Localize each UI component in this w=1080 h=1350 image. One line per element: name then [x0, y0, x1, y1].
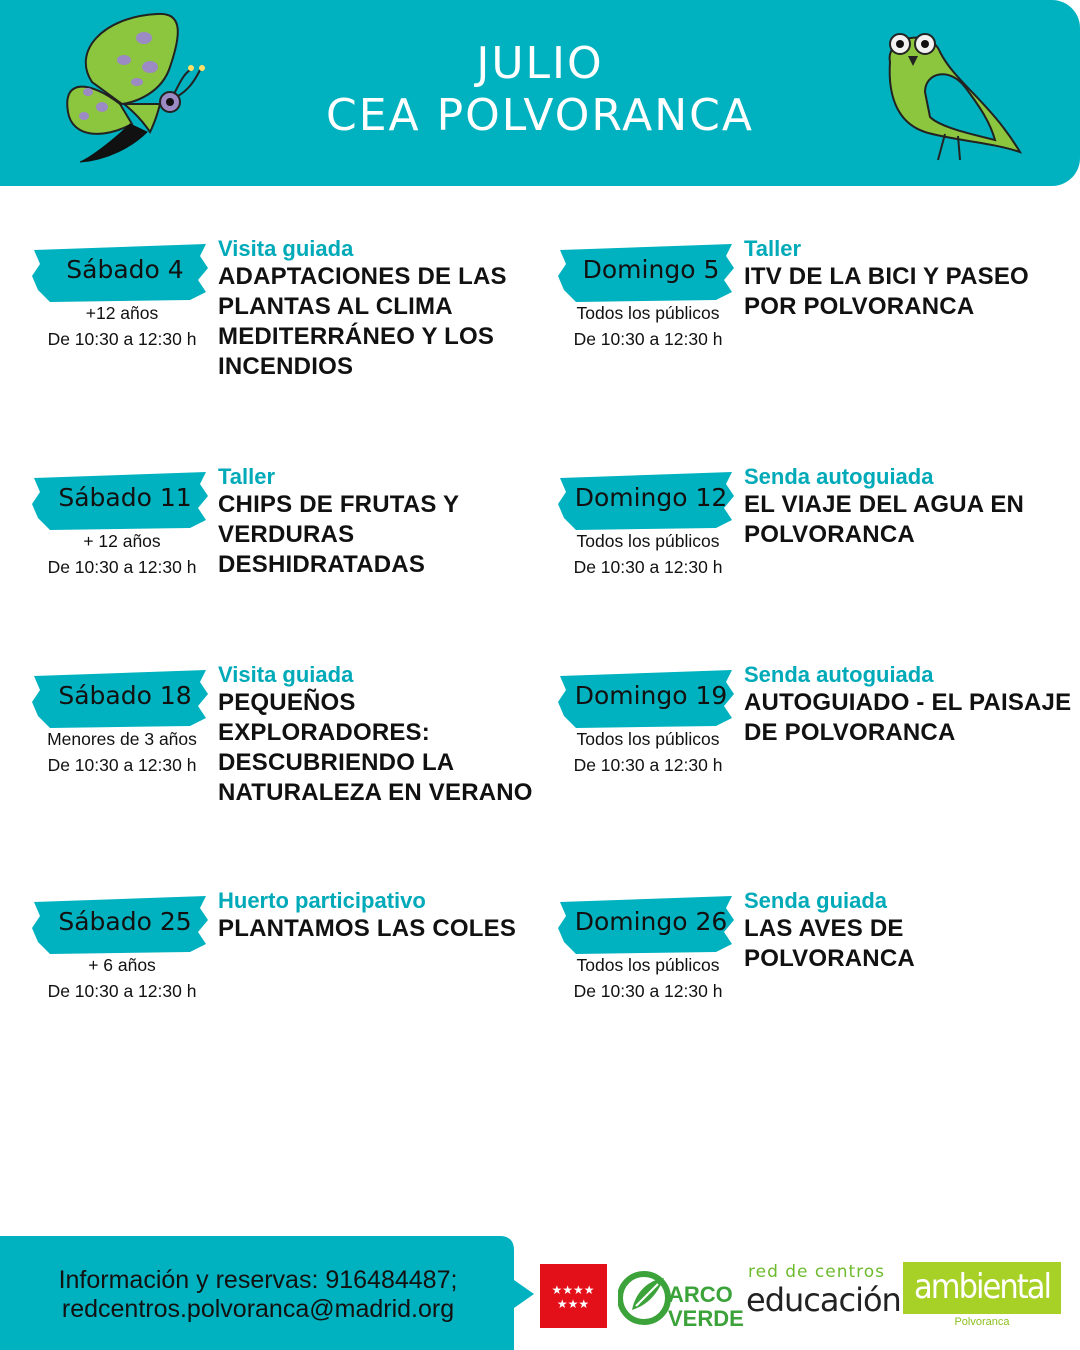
event-kind: Senda autoguiada: [744, 662, 934, 687]
bird-illustration: [870, 22, 1035, 167]
event-time: De 10:30 a 12:30 h: [47, 755, 197, 775]
event-day: Sábado 4: [66, 255, 184, 284]
event-audience: +12 años: [85, 303, 159, 323]
event-day: Domingo 5: [582, 255, 720, 284]
event-name: CHIPS DE FRUTAS Y VERDURAS DESHIDRATADAS: [218, 491, 459, 578]
title-month: JULIO: [476, 38, 604, 89]
event-meta: [22, 300, 222, 352]
event-meta: [22, 528, 222, 580]
event-card: [30, 662, 560, 856]
event-audience: Todos los públicos: [576, 955, 720, 975]
event-kind: Taller: [218, 464, 276, 489]
event-name: EL VIAJE DEL AGUA EN POLVORANCA: [744, 491, 1025, 548]
event-audience: + 12 años: [83, 531, 161, 551]
event-name: PEQUEÑOS EXPLORADORES: DESCUBRIENDO LA NATURALEZA EN VERANO: [218, 689, 533, 806]
event-audience: Menores de 3 años: [47, 729, 197, 749]
event-card: [556, 662, 1080, 856]
event-kind: Visita guiada: [218, 662, 354, 687]
svg-text:★★★: ★★★: [556, 1297, 590, 1311]
event-time: De 10:30 a 12:30 h: [573, 557, 723, 577]
event-kind: Senda autoguiada: [744, 464, 934, 489]
event-name: ITV DE LA BICI Y PASEO POR POLVORANCA: [744, 263, 1029, 320]
event-day: Sábado 25: [58, 907, 192, 936]
event-time: De 10:30 a 12:30 h: [47, 557, 197, 577]
event-kind: Visita guiada: [218, 236, 354, 261]
event-meta: [548, 528, 748, 580]
event-card: [30, 236, 560, 430]
event-name: AUTOGUIADO - EL PAISAJE DE POLVORANCA: [744, 689, 1072, 746]
educacion-label: educación: [746, 1281, 901, 1319]
event-kind: Taller: [744, 236, 802, 261]
event-name: LAS AVES DE POLVORANCA: [744, 915, 915, 972]
polvoranca-label: Polvoranca: [954, 1316, 1010, 1328]
comunidad-madrid-logo: [540, 1264, 607, 1328]
event-day: Domingo 19: [574, 681, 728, 710]
red-centros-label: red de centros: [748, 1262, 886, 1282]
event-time: De 10:30 a 12:30 h: [573, 981, 723, 1001]
event-audience: + 6 años: [88, 955, 156, 975]
verde-word: VERDE: [668, 1306, 744, 1331]
event-time: De 10:30 a 12:30 h: [47, 981, 197, 1001]
event-meta: [548, 726, 748, 778]
stars-icon: [540, 1264, 607, 1328]
event-kind: Huerto participativo: [218, 888, 426, 913]
event-card: [30, 464, 560, 658]
event-day: Domingo 12: [574, 483, 728, 512]
event-audience: Todos los públicos: [576, 303, 720, 323]
event-audience: Todos los públicos: [576, 531, 720, 551]
event-meta: [22, 726, 222, 778]
event-card: [556, 888, 1080, 1082]
ambiental-label: ambiental: [914, 1267, 1050, 1307]
arco-verde-text: [668, 1283, 744, 1331]
event-time: De 10:30 a 12:30 h: [573, 755, 723, 775]
event-meta: [548, 300, 748, 352]
event-meta: [548, 952, 748, 1004]
event-day: Domingo 26: [574, 907, 728, 936]
event-time: De 10:30 a 12:30 h: [47, 329, 197, 349]
event-card: [556, 236, 1080, 430]
header-banner: [0, 0, 1080, 186]
event-time: De 10:30 a 12:30 h: [573, 329, 723, 349]
event-audience: Todos los públicos: [576, 729, 720, 749]
contact-email: redcentros.polvoranca@madrid.org: [61, 1295, 455, 1323]
event-card: [556, 464, 1080, 658]
event-name: PLANTAMOS LAS COLES: [218, 915, 517, 942]
event-name: ADAPTACIONES DE LAS PLANTAS AL CLIMA MEDITERRÁNEO Y LOS INCENDIOS: [218, 263, 507, 380]
event-card: [30, 888, 560, 1082]
event-kind: Senda guiada: [744, 888, 888, 913]
title-center: CEA POLVORANCA: [325, 90, 755, 141]
svg-text:★★★★: ★★★★: [551, 1283, 595, 1297]
contact-info: [8, 1266, 508, 1324]
event-day: Sábado 18: [58, 681, 192, 710]
event-meta: [22, 952, 222, 1004]
contact-phone: Información y reservas: 916484487;: [58, 1266, 458, 1294]
event-day: Sábado 11: [58, 483, 192, 512]
arco-word: ARCO: [668, 1282, 733, 1307]
